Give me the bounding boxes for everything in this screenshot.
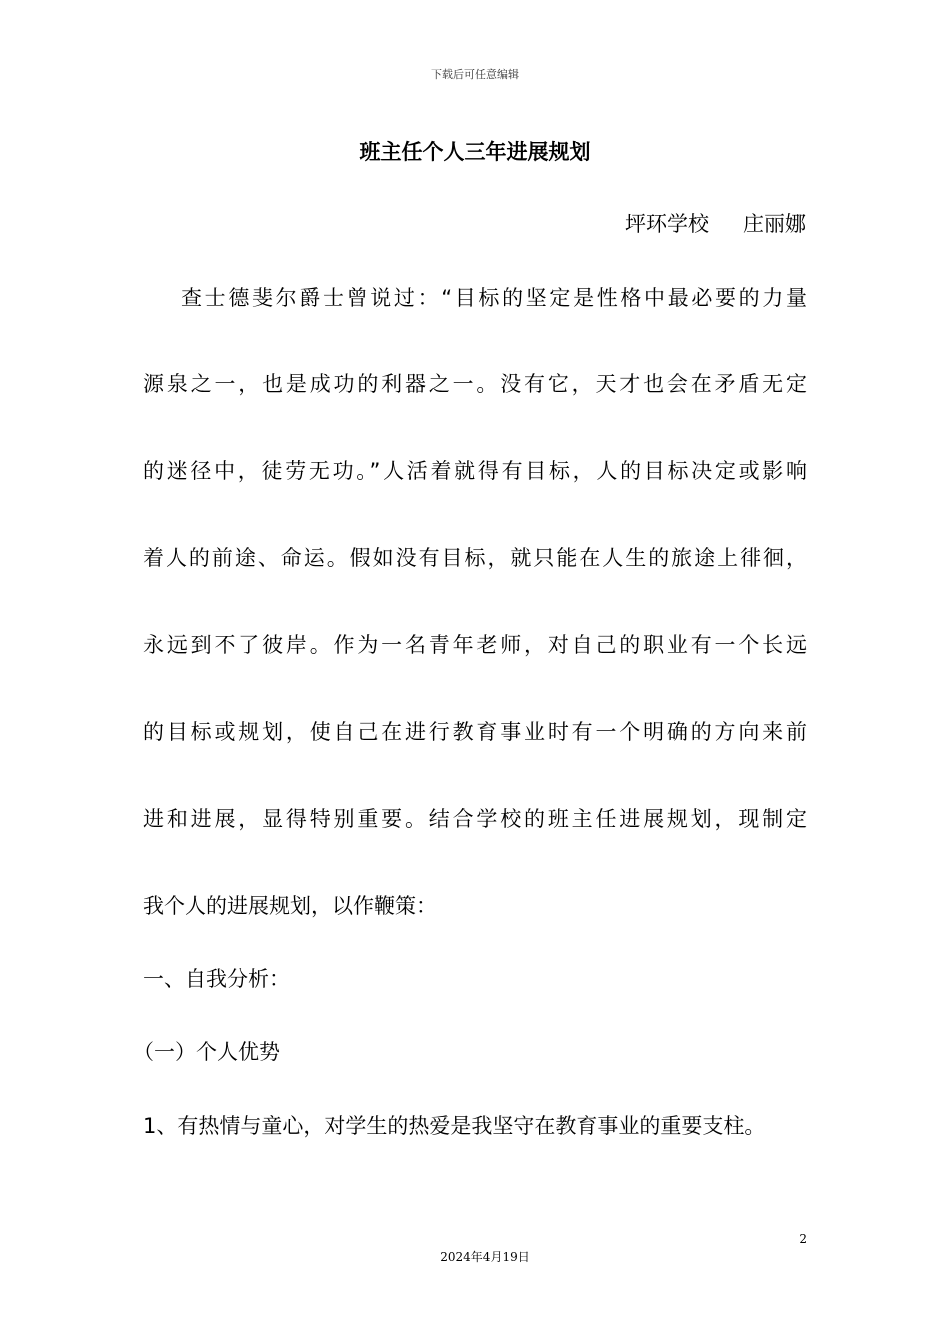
header-note: 下载后可任意编辑 (431, 68, 519, 81)
paragraph-line-8: 我个人的进展规划，以作鞭策： (143, 894, 437, 918)
paragraph-line-3: 的迷径中，徒劳无功。”人活着就得有目标，人的目标决定或影响 (143, 459, 807, 483)
subsection-heading: （一）个人优势 (133, 1040, 280, 1064)
byline (625, 208, 806, 238)
byline-author: 庄丽娜 (743, 212, 806, 236)
paragraph-line-4: 着人的前途、命运。假如没有目标，就只能在人生的旅途上徘徊， (143, 546, 807, 570)
section-heading: 一、自我分析： (143, 967, 290, 991)
paragraph-line-1: 查士德斐尔爵士曾说过：“目标的坚定是性格中最必要的力量 (181, 286, 807, 310)
list-item: 1、有热情与童心，对学生的热爱是我坚守在教育事业的重要支柱。 (143, 1114, 766, 1138)
document-title: 班主任个人三年进展规划 (359, 140, 591, 164)
paragraph-line-6: 的目标或规划，使自己在进行教育事业时有一个明确的方向来前 (143, 720, 807, 744)
page-number: 2 (799, 1232, 807, 1246)
paragraph-line-2: 源泉之一，也是成功的利器之一。没有它，天才也会在矛盾无定 (143, 372, 807, 396)
byline-school: 坪环学校 (625, 212, 709, 236)
paragraph-line-5: 永远到不了彼岸。作为一名青年老师，对自己的职业有一个长远 (143, 633, 807, 657)
paragraph-line-7: 进和进展，显得特别重要。结合学校的班主任进展规划，现制定 (143, 807, 807, 831)
footer-date: 2024年4月19日 (440, 1250, 530, 1264)
